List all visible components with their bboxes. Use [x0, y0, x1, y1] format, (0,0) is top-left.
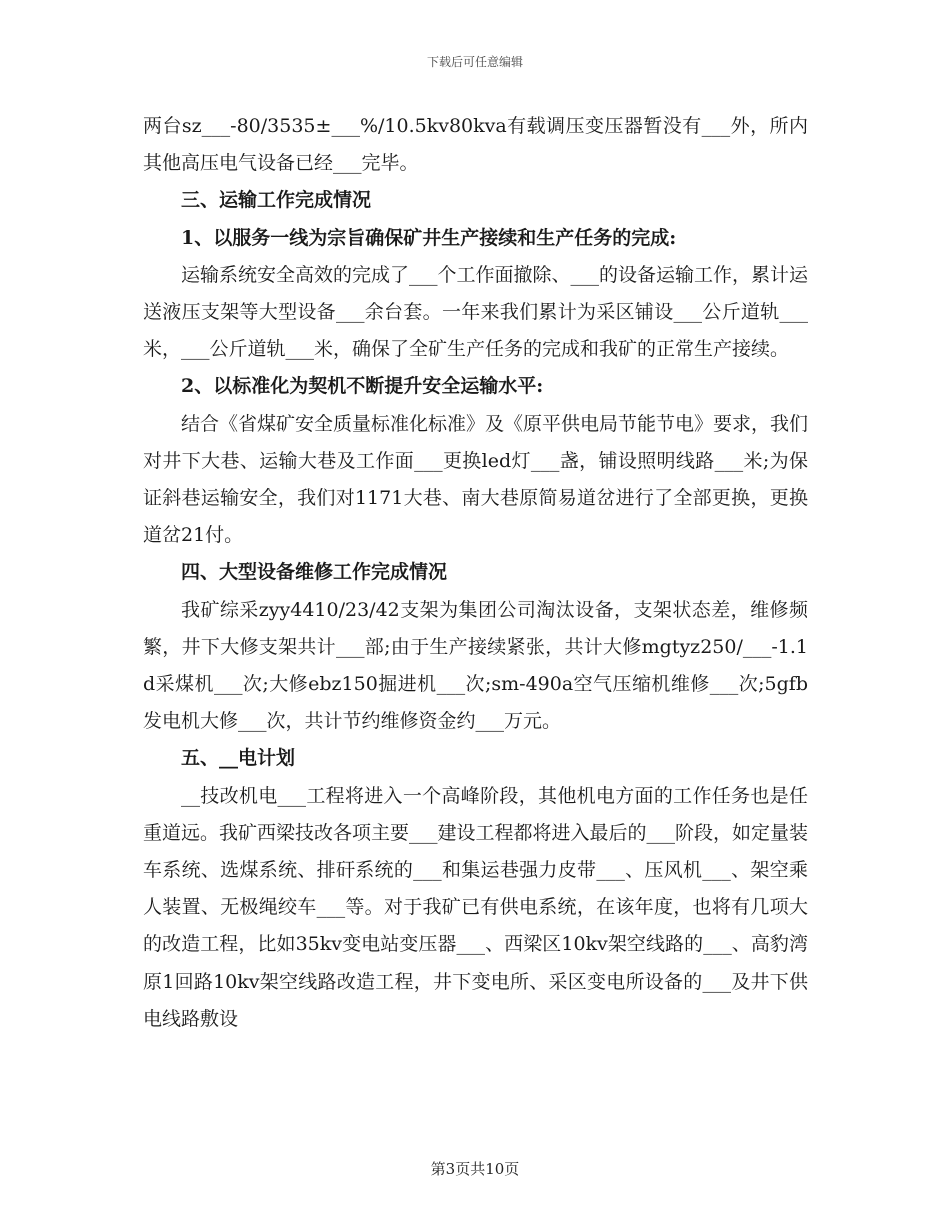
paragraph-transformer: 两台sz___-80/3535±___%/10.5kv80kva有载调压变压器暂没有___外，所内其他高压电气设备已经___完毕。 [143, 115, 808, 175]
section-heading-plan: 五、__电计划 [181, 747, 296, 770]
subheading-standardization: 2、以标准化为契机不断提升安全运输水平: [181, 375, 544, 398]
page-header: 下载后可任意编辑 [426, 55, 523, 69]
section-heading-repair: 四、大型设备维修工作完成情况 [181, 561, 448, 584]
paragraph-transport: 运输系统安全高效的完成了___个工作面撤除、___的设备运输工作，累计运送液压支架等大型设备___余台套。一年来我们累计为采区铺设___公斤道轨___米，___公斤道轨___米，确保了全矿生产任务的完成和我矿的正常生产接续。 [143, 263, 809, 361]
section-heading-transport: 三、运输工作完成情况 [181, 189, 372, 212]
document-body [143, 108, 808, 1038]
paragraph-repair: 我矿综采zyy4410/23/42支架为集团公司淘汰设备，支架状态差，维修频繁，井下大修支架共计___部;由于生产接续紧张，共计大修mgtyz250/___-1.1d采煤机___次;大修ebz150掘进机___次;sm-490a空气压缩机维修___次;5gfb发电机大修___次，共计节约维修资金约___万元。 [143, 598, 808, 733]
page-number: 第3页共10页 [430, 1160, 520, 1178]
paragraph-standardization: 结合《省煤矿安全质量标准化标准》及《原平供电局节能节电》要求，我们对井下大巷、运输大巷及工作面___更换led灯___盏，铺设照明线路___米;为保证斜巷运输安全，我们对1171大巷、南大巷原简易道岔进行了全部更换，更换道岔21付。 [143, 412, 809, 547]
subheading-service: 1、以服务一线为宗旨确保矿井生产接续和生产任务的完成: [181, 226, 677, 249]
paragraph-plan: __技改机电___工程将进入一个高峰阶段，其他机电方面的工作任务也是任重道远。我矿西梁技改各项主要___建设工程都将进入最后的___阶段，如定量装车系统、选煤系统、排矸系统的___和集运巷强力皮带___、压风机___、架空乘人装置、无极绳绞车___等。对于我矿已有供电系统，在该年度，也将有几项大的改造工程，比如35kv变电站变压器___、西梁区10kv架空线路的___、高豹湾原1回路10kv架空线路改造工程，井下变电所、采区变电所设备的___及井下供电线路敷设 [143, 784, 809, 1030]
